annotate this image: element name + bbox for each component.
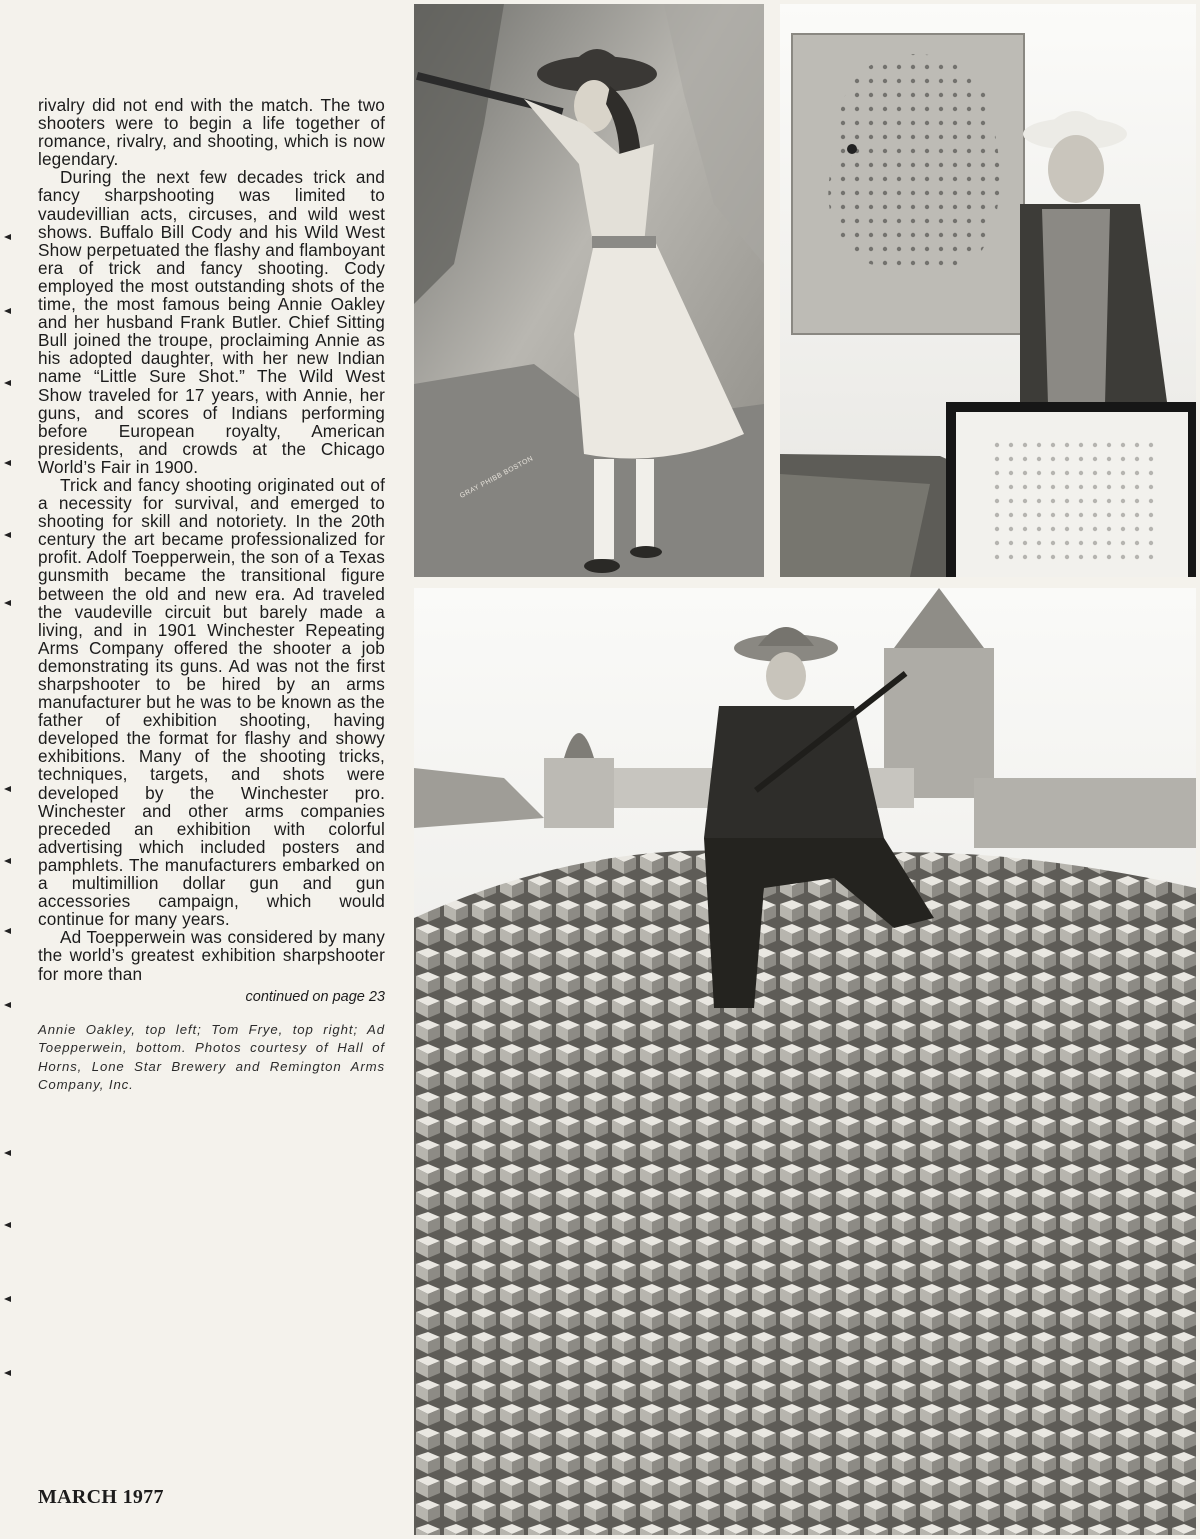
article-paragraph-2: During the next few decades trick and fancy sharpshooting was limited to vaudevillian acts, circuses, and wild west shows. Buffalo Bill Cody and his Wild West Show perpetuated the flashy and flamboyant era of trick and fancy shooting. Cody employed the most outstanding shots of the time, the most famous being Annie Oakley and her husband Frank Butler. Chief Sitting Bull joined the troupe, proclaiming Annie as his adopted daughter, with her new Indian name “Little Sure Shot.” The Wild West Show traveled for 17 years, with Annie, her guns, and scores of Indians performing before European royalty, American presidents, and crowds at the Chicago World’s Fair in 1900. [38, 167, 385, 477]
margin-mark [4, 1222, 11, 1228]
article-column [38, 96, 385, 1095]
issue-date: MARCH 1977 [38, 1486, 164, 1508]
margin-mark [4, 1296, 11, 1302]
margin-mark [4, 234, 11, 240]
margin-mark [4, 1150, 11, 1156]
margin-mark [4, 786, 11, 792]
article-paragraph-4: Ad Toepperwein was considered by many the world’s greatest exhibition sharpshooter for more than [38, 927, 385, 984]
margin-mark [4, 1002, 11, 1008]
article-paragraph-1: rivalry did not end with the match. The two shooters were to begin a life together of romance, rivalry, and shooting, which is now legendary. [38, 95, 385, 170]
margin-mark [4, 380, 11, 386]
photo-caption: Annie Oakley, top left; Tom Frye, top right; Ad Toepperwein, bottom. Photos courtesy of Hall of Horns, Lone Star Brewery and Remington Arms Company, Inc. [38, 1021, 385, 1093]
photo-tom-frye [780, 4, 1196, 577]
continued-note: continued on page 23 [245, 988, 385, 1005]
margin-mark [4, 600, 11, 606]
margin-mark [4, 460, 11, 466]
article-paragraph-3: Trick and fancy shooting originated out of a necessity for survival, and emerged to shooting for skill and notoriety. In the 20th century the art became professionalized for profit. Adolf Toepperwein, the son of a Texas gunsmith became the transitional figure between the old and new era. Ad traveled the vaudeville circuit but barely made a living, and in 1901 Winchester Repeating Arms Company offered the shooter a job demonstrating its guns. Ad was not the first sharpshooter to be hired by an arms manufacturer but he was to be known as the father of exhibition shooting, having developed the format for flashy and showy exhibitions. Many of the shooting tricks, techniques, targets, and shots were developed by the Winchester pro. Winchester and other arms companies preceded an exhibition with colorful advertising which included posters and pamphlets. The manufacturers embarked on a multimillion dollar gun and gun accessories campaign, which would continue for many years. [38, 474, 385, 930]
margin-mark [4, 1370, 11, 1376]
photo-ad-toepperwein [414, 588, 1196, 1535]
photographer-stamp: GRAY PHIBB BOSTON [458, 455, 535, 500]
margin-mark [4, 532, 11, 538]
margin-mark [4, 858, 11, 864]
margin-mark [4, 928, 11, 934]
margin-mark [4, 308, 11, 314]
photo-annie-oakley [414, 4, 764, 577]
